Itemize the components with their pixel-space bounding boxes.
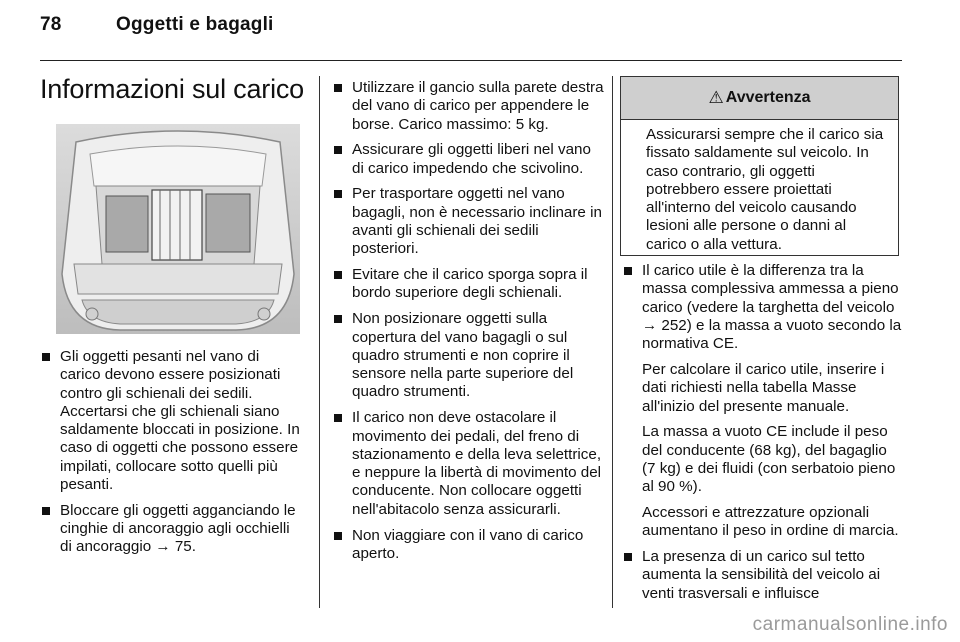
paragraph: La massa a vuoto CE include il peso del conducente (68 kg), del bagaglio (7 kg) e dei fluidi (con serbatoio pieno al 90 %). [642,423,896,496]
list-item: Assicurare gli oggetti liberi nel vano di carico impedendo che scivolino. [332,141,604,178]
list-item: Il carico utile è la differenza tra la massa complessiva ammessa a pieno carico (vedere la targhetta del veicolo → 252) e la massa a vuoto secondo la normativa CE. [622,262,904,353]
header-rule [40,60,902,61]
paragraph: Accessori e attrezzature opzionali aumentano il peso in ordine di marcia. [642,504,899,540]
warning-box [620,76,899,256]
cargo-illustration [56,124,300,334]
column-divider [612,76,613,608]
warning-triangle-icon: ⚠ [708,88,724,107]
chapter-title: Oggetti e bagagli [116,14,274,35]
section-title: Informazioni sul carico [40,74,305,104]
list-item: La presenza di un carico sul tetto aumenta la sensibilità del veicolo ai venti trasversali e influisce [622,548,904,603]
column-2 [332,79,604,571]
list-item: Non posizionare oggetti sulla copertura del vano bagagli o sul quadro strumenti e non coprire il sensore nella parte superiore del quadro strumenti. [332,310,604,401]
list-item: Per trasportare oggetti nel vano bagagli, non è necessario inclinare in avanti gli schienali dei sedili posteriori. [332,185,604,258]
column-3 [622,262,904,611]
warning-text: Assicurarsi sempre che il carico sia fissato saldamente sul veicolo. In caso contrario, gli oggetti potrebbero essere proiettati all'interno del veicolo causando lesioni alle persone o danni al carico o alla vettura. [646,126,884,253]
list-item: Non viaggiare con il vano di carico aperto. [332,527,604,564]
column-divider [319,76,320,608]
warning-header [621,77,898,120]
warning-title: Avvertenza [725,89,811,106]
page-number: 78 [40,14,62,35]
list-item: Il carico non deve ostacolare il movimento dei pedali, del freno di stazionamento e della leva selettrice, e neppure la libertà di movimento del conducente. Non collocare oggetti nell'abitacolo senza assicurarli. [332,409,604,519]
column-1 [40,348,302,564]
list-item: Bloccare gli oggetti agganciando le cinghie di ancoraggio agli occhielli di ancoraggio → 75. [40,502,302,557]
list-item: Gli oggetti pesanti nel vano di carico devono essere posizionati contro gli schienali dei sedili. Accertarsi che gli schienali siano saldamente bloccati in posizione. In caso di oggetti che possono essere impilati, collocare sotto quelli più pesanti. [40,348,302,494]
paragraph: Per calcolare il carico utile, inserire i dati richiesti nella tabella Masse all'inizio del presente manuale. [642,360,885,415]
watermark: carmanualsonline.info [752,614,948,635]
list-item: Evitare che il carico sporga sopra il bordo superiore degli schienali. [332,266,604,303]
list-item: Utilizzare il gancio sulla parete destra del vano di carico per appendere le borse. Carico massimo: 5 kg. [332,79,604,134]
